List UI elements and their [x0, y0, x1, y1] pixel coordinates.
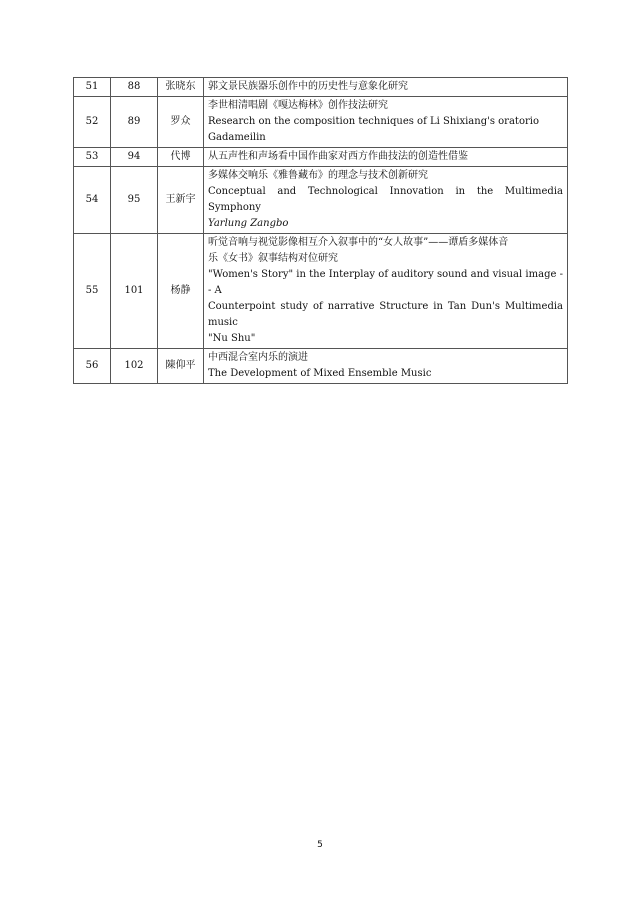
- author-name: 王新宇: [158, 167, 204, 234]
- table-row: [74, 148, 568, 167]
- author-name: 张晓东: [158, 78, 204, 97]
- thesis-list-table: [73, 77, 568, 384]
- title-zh: 乐《女书》叙事结构对位研究: [208, 253, 338, 264]
- title-en: "Nu Shu": [208, 333, 256, 344]
- title-en: Conceptual and Technological Innovation in the Multimedia Symphony: [208, 186, 563, 213]
- author-name: 罗众: [158, 97, 204, 148]
- thesis-title: [204, 78, 568, 97]
- row-number: 56: [74, 349, 111, 384]
- row-number: 52: [74, 97, 111, 148]
- table-row: [74, 97, 568, 148]
- row-number: 51: [74, 78, 111, 97]
- table-row: [74, 349, 568, 384]
- title-en: The Development of Mixed Ensemble Music: [208, 368, 432, 379]
- title-en-italic: Yarlung Zangbo: [208, 218, 289, 229]
- entry-id: 102: [111, 349, 158, 384]
- title-zh: 多媒体交响乐《雅鲁藏布》的理念与技术创新研究: [208, 170, 428, 181]
- table-row: [74, 167, 568, 234]
- row-number: 54: [74, 167, 111, 234]
- page-number: 5: [317, 840, 323, 850]
- author-name: 陳仰平: [158, 349, 204, 384]
- thesis-title: [204, 167, 568, 234]
- author-name: 代博: [158, 148, 204, 167]
- author-name: 杨静: [158, 234, 204, 349]
- title-zh: 郭文景民族器乐创作中的历史性与意象化研究: [208, 81, 408, 92]
- title-zh: 李世相清唱剧《嘎达梅林》创作技法研究: [208, 100, 388, 111]
- entry-id: 88: [111, 78, 158, 97]
- entry-id: 95: [111, 167, 158, 234]
- title-zh: 中西混合室内乐的演进: [208, 352, 308, 363]
- entry-id: 89: [111, 97, 158, 148]
- title-en: "Women's Story" in the Interplay of auditory sound and visual image -- A: [208, 269, 563, 296]
- title-en: Counterpoint study of narrative Structure in Tan Dun's Multimedia music: [208, 301, 563, 328]
- table-row: [74, 234, 568, 349]
- title-en: Research on the composition techniques of Li Shixiang's oratorio: [208, 116, 539, 127]
- table-row: [74, 78, 568, 97]
- entry-id: 101: [111, 234, 158, 349]
- entry-id: 94: [111, 148, 158, 167]
- thesis-title: [204, 349, 568, 384]
- title-en: Gadameilin: [208, 132, 266, 143]
- row-number: 55: [74, 234, 111, 349]
- title-zh: 听觉音响与视觉影像相互介入叙事中的“女人故事”——谭盾多媒体音: [208, 237, 509, 248]
- row-number: 53: [74, 148, 111, 167]
- title-zh: 从五声性和声场看中国作曲家对西方作曲技法的创造性借鉴: [208, 151, 468, 162]
- thesis-title: [204, 97, 568, 148]
- thesis-title: [204, 234, 568, 349]
- thesis-title: [204, 148, 568, 167]
